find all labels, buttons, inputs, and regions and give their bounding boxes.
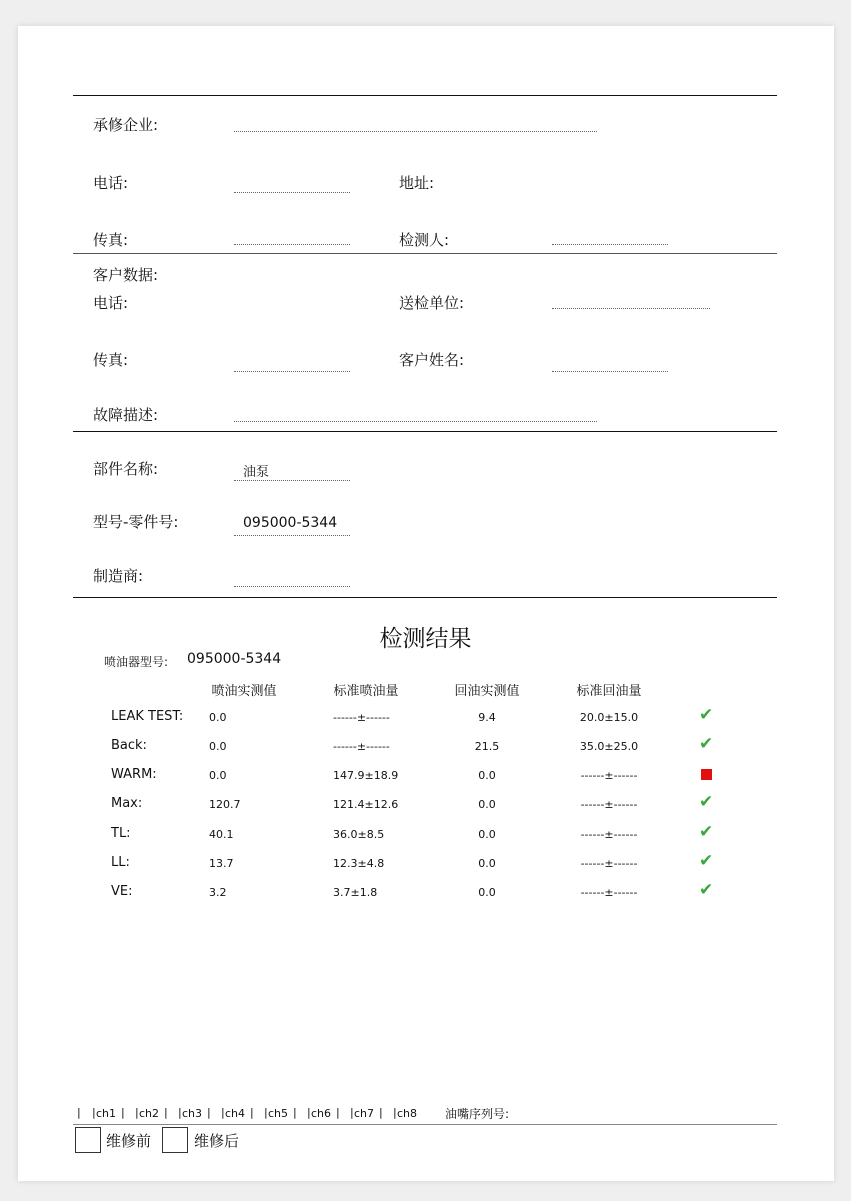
test-name: LL: xyxy=(111,855,130,870)
manufacturer-field[interactable] xyxy=(234,586,350,587)
injection-measured-cell: 3.2 xyxy=(209,886,227,899)
return-measured-cell: 0.0 xyxy=(478,769,496,782)
injection-measured-cell: 40.1 xyxy=(209,828,234,841)
report-page xyxy=(18,26,834,1181)
return-measured-cell: 0.0 xyxy=(478,828,496,841)
injector-model-label: 喷油器型号: xyxy=(104,655,169,669)
customer-fax-label: 传真: xyxy=(93,351,129,369)
part-name-value: 油泵 xyxy=(243,465,270,480)
injection-standard-cell: ------±------ xyxy=(333,711,390,724)
channel-separator: | xyxy=(221,1106,225,1119)
injection-measured-cell: 0.0 xyxy=(209,740,227,753)
sender-unit-field[interactable] xyxy=(552,308,710,309)
test-name: VE: xyxy=(111,884,133,899)
channel-ch4[interactable]: ch4 xyxy=(225,1107,246,1120)
return-measured-cell: 21.5 xyxy=(474,740,500,753)
channel-ch2[interactable]: ch2 xyxy=(139,1107,160,1120)
company-divider xyxy=(73,253,777,254)
test-name: Max: xyxy=(111,796,143,811)
channel-separator: | xyxy=(379,1106,383,1119)
header-injection-standard: 标准喷油量 xyxy=(333,684,399,699)
model-number-value: 095000-5344 xyxy=(243,515,338,531)
pass-check-icon: ✔ xyxy=(699,705,714,725)
channel-separator: | xyxy=(264,1106,268,1119)
injector-model-value: 095000-5344 xyxy=(187,651,282,667)
customer-phone-label: 电话: xyxy=(93,294,129,312)
injection-standard-cell: 121.4±12.6 xyxy=(333,798,399,811)
after-repair-checkbox[interactable] xyxy=(162,1127,188,1153)
after-repair-label: 维修后 xyxy=(194,1132,240,1150)
repair-company-label: 承修企业: xyxy=(93,116,159,134)
channel-separator: | xyxy=(350,1106,354,1119)
before-repair-label: 维修前 xyxy=(106,1132,152,1150)
injection-standard-cell: 3.7±1.8 xyxy=(333,886,378,899)
pass-check-icon: ✔ xyxy=(699,880,714,900)
return-standard-cell: 35.0±25.0 xyxy=(579,740,639,753)
channel-separator: | xyxy=(293,1106,297,1119)
model-number-field[interactable] xyxy=(234,535,350,536)
injection-standard-cell: ------±------ xyxy=(333,740,390,753)
return-measured-cell: 9.4 xyxy=(478,711,496,724)
fail-square-icon xyxy=(701,769,712,780)
company-fax-label: 传真: xyxy=(93,231,129,249)
channel-ch8[interactable]: ch8 xyxy=(397,1107,418,1120)
company-phone-field[interactable] xyxy=(234,192,350,193)
part-divider xyxy=(73,597,777,598)
return-standard-cell: 20.0±15.0 xyxy=(579,711,639,724)
injection-measured-cell: 13.7 xyxy=(209,857,234,870)
repair-company-field[interactable] xyxy=(234,131,597,132)
return-measured-cell: 0.0 xyxy=(478,798,496,811)
test-name: LEAK TEST: xyxy=(111,709,184,724)
channel-ch1[interactable]: ch1 xyxy=(96,1107,117,1120)
results-title: 检测结果 xyxy=(379,626,472,652)
channel-separator: | xyxy=(207,1106,211,1119)
top-divider xyxy=(73,95,777,96)
injection-standard-cell: 36.0±8.5 xyxy=(333,828,385,841)
header-return-measured: 回油实测值 xyxy=(454,684,520,699)
company-phone-label: 电话: xyxy=(93,174,129,192)
part-name-field[interactable] xyxy=(234,480,350,481)
injection-standard-cell: 147.9±18.9 xyxy=(333,769,399,782)
fault-description-label: 故障描述: xyxy=(93,406,159,424)
header-injection-measured: 喷油实测值 xyxy=(211,684,277,699)
return-standard-cell: ------±------ xyxy=(580,798,638,811)
injection-standard-cell: 12.3±4.8 xyxy=(333,857,385,870)
return-standard-cell: ------±------ xyxy=(580,828,638,841)
customer-fax-field[interactable] xyxy=(234,371,350,372)
channel-ch3[interactable]: ch3 xyxy=(182,1107,203,1120)
return-standard-cell: ------±------ xyxy=(580,886,638,899)
company-fax-field[interactable] xyxy=(234,244,350,245)
pass-check-icon: ✔ xyxy=(699,734,714,754)
nozzle-serial-label: 油嘴序列号: xyxy=(445,1107,510,1121)
channel-separator: | xyxy=(250,1106,254,1119)
channel-separator: | xyxy=(178,1106,182,1119)
model-number-label: 型号-零件号: xyxy=(93,513,179,531)
fault-description-field[interactable] xyxy=(234,421,597,422)
channel-ch5[interactable]: ch5 xyxy=(268,1107,289,1120)
injection-measured-cell: 0.0 xyxy=(209,769,227,782)
pass-check-icon: ✔ xyxy=(699,792,714,812)
before-repair-checkbox[interactable] xyxy=(75,1127,101,1153)
header-return-standard: 标准回油量 xyxy=(576,684,642,699)
channel-bar: | xyxy=(77,1106,81,1119)
sender-unit-label: 送检单位: xyxy=(399,294,465,312)
channel-separator: | xyxy=(336,1106,340,1119)
channel-separator: | xyxy=(92,1106,96,1119)
manufacturer-label: 制造商: xyxy=(93,567,144,585)
channel-separator: | xyxy=(164,1106,168,1119)
customer-divider xyxy=(73,431,777,432)
inspector-label: 检测人: xyxy=(399,231,450,249)
test-name: TL: xyxy=(111,826,131,841)
part-name-label: 部件名称: xyxy=(93,460,159,478)
channel-ch6[interactable]: ch6 xyxy=(311,1107,332,1120)
test-name: Back: xyxy=(111,738,147,753)
customer-name-field[interactable] xyxy=(552,371,668,372)
footer-divider xyxy=(73,1124,777,1125)
pass-check-icon: ✔ xyxy=(699,851,714,871)
return-measured-cell: 0.0 xyxy=(478,886,496,899)
customer-name-label: 客户姓名: xyxy=(399,351,465,369)
return-standard-cell: ------±------ xyxy=(580,769,638,782)
inspector-field[interactable] xyxy=(552,244,668,245)
channel-ch7[interactable]: ch7 xyxy=(354,1107,375,1120)
company-address-label: 地址: xyxy=(399,174,435,192)
return-measured-cell: 0.0 xyxy=(478,857,496,870)
return-standard-cell: ------±------ xyxy=(580,857,638,870)
injection-measured-cell: 120.7 xyxy=(209,798,241,811)
channel-separator: | xyxy=(307,1106,311,1119)
test-name: WARM: xyxy=(111,767,157,782)
pass-check-icon: ✔ xyxy=(699,822,714,842)
customer-section-label: 客户数据: xyxy=(93,266,159,284)
channel-separator: | xyxy=(135,1106,139,1119)
injection-measured-cell: 0.0 xyxy=(209,711,227,724)
channel-separator: | xyxy=(121,1106,125,1119)
channel-separator: | xyxy=(393,1106,397,1119)
